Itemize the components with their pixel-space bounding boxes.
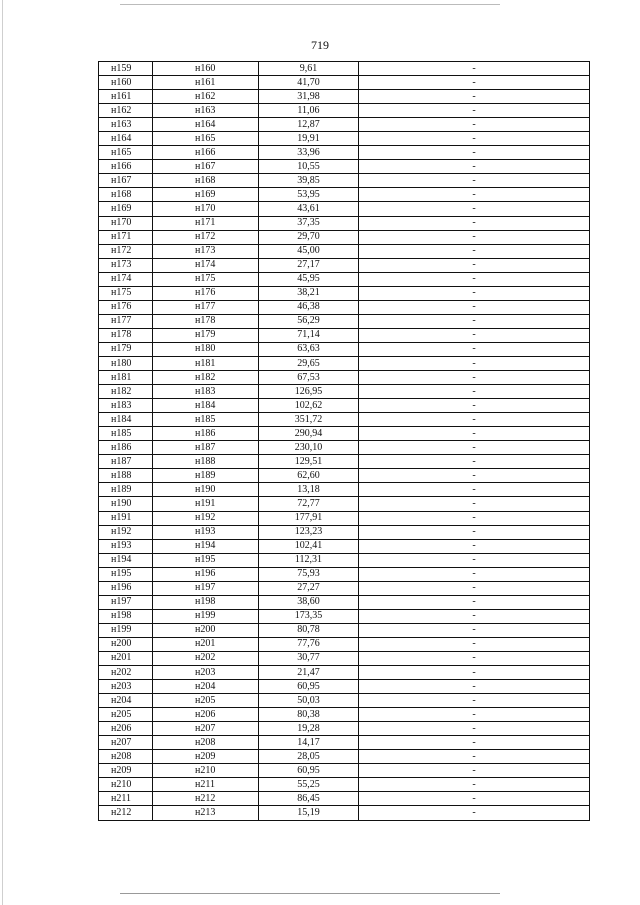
distance-cell: 28,05 — [259, 750, 359, 764]
note-cell: - — [359, 806, 590, 820]
note-cell: - — [359, 328, 590, 342]
distance-cell: 53,95 — [259, 188, 359, 202]
point-to-cell: н189 — [153, 469, 259, 483]
point-from-cell: н197 — [99, 595, 153, 609]
point-to-cell: н164 — [153, 118, 259, 132]
table-row — [99, 230, 590, 244]
note-cell: - — [359, 314, 590, 328]
distance-cell: 10,55 — [259, 160, 359, 174]
point-to-cell: н185 — [153, 413, 259, 427]
table-row — [99, 356, 590, 370]
point-to-cell: н169 — [153, 188, 259, 202]
point-from-cell: н199 — [99, 623, 153, 637]
point-from-cell: н198 — [99, 609, 153, 623]
distance-cell: 46,38 — [259, 300, 359, 314]
point-to-cell: н166 — [153, 146, 259, 160]
distance-cell: 123,23 — [259, 525, 359, 539]
point-from-cell: н160 — [99, 76, 153, 90]
point-from-cell: н178 — [99, 328, 153, 342]
table-row — [99, 76, 590, 90]
table-row — [99, 806, 590, 820]
table-row — [99, 118, 590, 132]
point-to-cell: н172 — [153, 230, 259, 244]
point-to-cell: н196 — [153, 567, 259, 581]
point-from-cell: н190 — [99, 497, 153, 511]
point-from-cell: н204 — [99, 694, 153, 708]
table-row — [99, 792, 590, 806]
distance-cell: 60,95 — [259, 680, 359, 694]
table-row — [99, 567, 590, 581]
point-to-cell: н201 — [153, 637, 259, 651]
point-from-cell: н202 — [99, 666, 153, 680]
point-from-cell: н180 — [99, 356, 153, 370]
point-from-cell: н191 — [99, 511, 153, 525]
table-row — [99, 722, 590, 736]
note-cell: - — [359, 567, 590, 581]
note-cell: - — [359, 258, 590, 272]
distance-cell: 39,85 — [259, 174, 359, 188]
point-to-cell: н181 — [153, 356, 259, 370]
distance-cell: 13,18 — [259, 483, 359, 497]
table-row — [99, 483, 590, 497]
note-cell: - — [359, 764, 590, 778]
point-to-cell: н167 — [153, 160, 259, 174]
table-row — [99, 511, 590, 525]
distance-cell: 30,77 — [259, 651, 359, 665]
distance-cell: 55,25 — [259, 778, 359, 792]
table-row — [99, 553, 590, 567]
note-cell: - — [359, 441, 590, 455]
distance-cell: 126,95 — [259, 385, 359, 399]
distance-cell: 41,70 — [259, 76, 359, 90]
point-from-cell: н179 — [99, 342, 153, 356]
table-row — [99, 764, 590, 778]
distance-cell: 9,61 — [259, 62, 359, 76]
point-from-cell: н194 — [99, 553, 153, 567]
point-from-cell: н164 — [99, 132, 153, 146]
note-cell: - — [359, 637, 590, 651]
point-to-cell: н183 — [153, 385, 259, 399]
point-to-cell: н207 — [153, 722, 259, 736]
point-to-cell: н209 — [153, 750, 259, 764]
distance-cell: 56,29 — [259, 314, 359, 328]
scan-edge-bottom — [120, 893, 500, 894]
table-row — [99, 385, 590, 399]
point-to-cell: н204 — [153, 680, 259, 694]
note-cell: - — [359, 356, 590, 370]
distance-cell: 12,87 — [259, 118, 359, 132]
table-row — [99, 595, 590, 609]
point-from-cell: н181 — [99, 371, 153, 385]
note-cell: - — [359, 651, 590, 665]
point-to-cell: н174 — [153, 258, 259, 272]
point-to-cell: н206 — [153, 708, 259, 722]
table-row — [99, 651, 590, 665]
table-row — [99, 244, 590, 258]
table-row — [99, 300, 590, 314]
point-from-cell: н170 — [99, 216, 153, 230]
table-row — [99, 455, 590, 469]
table-row — [99, 623, 590, 637]
table-row — [99, 188, 590, 202]
point-to-cell: н203 — [153, 666, 259, 680]
point-from-cell: н163 — [99, 118, 153, 132]
table-row — [99, 637, 590, 651]
note-cell: - — [359, 553, 590, 567]
point-from-cell: н168 — [99, 188, 153, 202]
point-from-cell: н182 — [99, 385, 153, 399]
point-to-cell: н199 — [153, 609, 259, 623]
table-row — [99, 778, 590, 792]
note-cell: - — [359, 581, 590, 595]
distance-cell: 129,51 — [259, 455, 359, 469]
point-to-cell: н182 — [153, 371, 259, 385]
point-from-cell: н188 — [99, 469, 153, 483]
note-cell: - — [359, 694, 590, 708]
note-cell: - — [359, 104, 590, 118]
note-cell: - — [359, 595, 590, 609]
distance-cell: 19,28 — [259, 722, 359, 736]
point-from-cell: н166 — [99, 160, 153, 174]
point-from-cell: н203 — [99, 680, 153, 694]
table-row — [99, 497, 590, 511]
note-cell: - — [359, 230, 590, 244]
point-to-cell: н184 — [153, 399, 259, 413]
point-from-cell: н159 — [99, 62, 153, 76]
distance-cell: 38,21 — [259, 286, 359, 300]
page-number: 719 — [311, 38, 329, 52]
note-cell: - — [359, 792, 590, 806]
point-from-cell: н200 — [99, 637, 153, 651]
table-row — [99, 441, 590, 455]
point-from-cell: н177 — [99, 314, 153, 328]
point-to-cell: н173 — [153, 244, 259, 258]
note-cell: - — [359, 385, 590, 399]
note-cell: - — [359, 525, 590, 539]
distance-cell: 45,00 — [259, 244, 359, 258]
note-cell: - — [359, 427, 590, 441]
table-row — [99, 399, 590, 413]
note-cell: - — [359, 413, 590, 427]
point-to-cell: н213 — [153, 806, 259, 820]
note-cell: - — [359, 736, 590, 750]
distance-cell: 21,47 — [259, 666, 359, 680]
note-cell: - — [359, 371, 590, 385]
note-cell: - — [359, 160, 590, 174]
point-from-cell: н184 — [99, 413, 153, 427]
table-row — [99, 216, 590, 230]
note-cell: - — [359, 216, 590, 230]
point-to-cell: н165 — [153, 132, 259, 146]
distance-cell: 230,10 — [259, 441, 359, 455]
distance-cell: 62,60 — [259, 469, 359, 483]
table-row — [99, 202, 590, 216]
note-cell: - — [359, 539, 590, 553]
note-cell: - — [359, 399, 590, 413]
point-to-cell: н194 — [153, 539, 259, 553]
point-to-cell: н179 — [153, 328, 259, 342]
point-from-cell: н172 — [99, 244, 153, 258]
note-cell: - — [359, 76, 590, 90]
point-to-cell: н168 — [153, 174, 259, 188]
distance-cell: 290,94 — [259, 427, 359, 441]
point-from-cell: н186 — [99, 441, 153, 455]
distance-cell: 63,63 — [259, 342, 359, 356]
point-from-cell: н183 — [99, 399, 153, 413]
point-from-cell: н206 — [99, 722, 153, 736]
note-cell: - — [359, 497, 590, 511]
point-to-cell: н198 — [153, 595, 259, 609]
point-from-cell: н212 — [99, 806, 153, 820]
point-from-cell: н167 — [99, 174, 153, 188]
point-from-cell: н192 — [99, 525, 153, 539]
table-row — [99, 750, 590, 764]
distance-cell: 27,17 — [259, 258, 359, 272]
table-row — [99, 160, 590, 174]
point-to-cell: н208 — [153, 736, 259, 750]
note-cell: - — [359, 146, 590, 160]
table-row — [99, 90, 590, 104]
distance-cell: 102,62 — [259, 399, 359, 413]
point-from-cell: н207 — [99, 736, 153, 750]
table-row — [99, 694, 590, 708]
point-to-cell: н176 — [153, 286, 259, 300]
note-cell: - — [359, 188, 590, 202]
table-row — [99, 371, 590, 385]
note-cell: - — [359, 300, 590, 314]
point-to-cell: н202 — [153, 651, 259, 665]
point-to-cell: н162 — [153, 90, 259, 104]
table-row — [99, 174, 590, 188]
distance-cell: 37,35 — [259, 216, 359, 230]
distance-cell: 43,61 — [259, 202, 359, 216]
point-from-cell: н161 — [99, 90, 153, 104]
note-cell: - — [359, 286, 590, 300]
note-cell: - — [359, 455, 590, 469]
table-row — [99, 736, 590, 750]
point-to-cell: н188 — [153, 455, 259, 469]
note-cell: - — [359, 623, 590, 637]
table-row — [99, 146, 590, 160]
point-from-cell: н169 — [99, 202, 153, 216]
table-row — [99, 666, 590, 680]
point-to-cell: н190 — [153, 483, 259, 497]
distance-cell: 14,17 — [259, 736, 359, 750]
point-from-cell: н205 — [99, 708, 153, 722]
point-to-cell: н180 — [153, 342, 259, 356]
distance-cell: 77,76 — [259, 637, 359, 651]
point-to-cell: н171 — [153, 216, 259, 230]
point-from-cell: н173 — [99, 258, 153, 272]
distance-cell: 38,60 — [259, 595, 359, 609]
table-row — [99, 427, 590, 441]
point-to-cell: н191 — [153, 497, 259, 511]
note-cell: - — [359, 118, 590, 132]
point-from-cell: н193 — [99, 539, 153, 553]
point-from-cell: н209 — [99, 764, 153, 778]
distance-cell: 15,19 — [259, 806, 359, 820]
point-from-cell: н175 — [99, 286, 153, 300]
note-cell: - — [359, 90, 590, 104]
note-cell: - — [359, 708, 590, 722]
distance-cell: 72,77 — [259, 497, 359, 511]
table-row — [99, 104, 590, 118]
table-row — [99, 680, 590, 694]
distance-cell: 351,72 — [259, 413, 359, 427]
note-cell: - — [359, 244, 590, 258]
point-from-cell: н174 — [99, 272, 153, 286]
distance-cell: 33,96 — [259, 146, 359, 160]
point-to-cell: н170 — [153, 202, 259, 216]
distance-cell: 11,06 — [259, 104, 359, 118]
distance-cell: 75,93 — [259, 567, 359, 581]
table-row — [99, 132, 590, 146]
distance-cell: 50,03 — [259, 694, 359, 708]
point-from-cell: н187 — [99, 455, 153, 469]
point-to-cell: н186 — [153, 427, 259, 441]
point-to-cell: н195 — [153, 553, 259, 567]
point-to-cell: н177 — [153, 300, 259, 314]
point-from-cell: н208 — [99, 750, 153, 764]
point-from-cell: н210 — [99, 778, 153, 792]
distance-cell: 45,95 — [259, 272, 359, 286]
distance-cell: 29,70 — [259, 230, 359, 244]
point-to-cell: н197 — [153, 581, 259, 595]
point-to-cell: н192 — [153, 511, 259, 525]
distance-cell: 80,78 — [259, 623, 359, 637]
distance-cell: 173,35 — [259, 609, 359, 623]
note-cell: - — [359, 62, 590, 76]
point-to-cell: н175 — [153, 272, 259, 286]
point-to-cell: н187 — [153, 441, 259, 455]
point-from-cell: н171 — [99, 230, 153, 244]
point-from-cell: н176 — [99, 300, 153, 314]
note-cell: - — [359, 680, 590, 694]
distance-cell: 86,45 — [259, 792, 359, 806]
table-row — [99, 469, 590, 483]
table-body — [99, 62, 590, 821]
note-cell: - — [359, 666, 590, 680]
scan-edge-top — [120, 4, 500, 5]
note-cell: - — [359, 483, 590, 497]
distance-cell: 67,53 — [259, 371, 359, 385]
point-from-cell: н211 — [99, 792, 153, 806]
distance-cell: 112,31 — [259, 553, 359, 567]
table-row — [99, 314, 590, 328]
note-cell: - — [359, 750, 590, 764]
point-to-cell: н160 — [153, 62, 259, 76]
point-from-cell: н196 — [99, 581, 153, 595]
table-row — [99, 525, 590, 539]
note-cell: - — [359, 202, 590, 216]
point-to-cell: н211 — [153, 778, 259, 792]
note-cell: - — [359, 511, 590, 525]
distance-cell: 71,14 — [259, 328, 359, 342]
note-cell: - — [359, 778, 590, 792]
table-row — [99, 328, 590, 342]
point-to-cell: н161 — [153, 76, 259, 90]
distance-cell: 29,65 — [259, 356, 359, 370]
note-cell: - — [359, 272, 590, 286]
table-row — [99, 413, 590, 427]
point-from-cell: н185 — [99, 427, 153, 441]
note-cell: - — [359, 342, 590, 356]
table-row — [99, 708, 590, 722]
point-to-cell: н193 — [153, 525, 259, 539]
distance-cell: 27,27 — [259, 581, 359, 595]
point-from-cell: н162 — [99, 104, 153, 118]
table-row — [99, 286, 590, 300]
distance-cell: 177,91 — [259, 511, 359, 525]
point-to-cell: н178 — [153, 314, 259, 328]
point-from-cell: н195 — [99, 567, 153, 581]
point-to-cell: н205 — [153, 694, 259, 708]
note-cell: - — [359, 174, 590, 188]
point-to-cell: н210 — [153, 764, 259, 778]
table-row — [99, 539, 590, 553]
table-row — [99, 581, 590, 595]
table-row — [99, 62, 590, 76]
note-cell: - — [359, 722, 590, 736]
table-row — [99, 342, 590, 356]
distance-cell: 19,91 — [259, 132, 359, 146]
table-row — [99, 272, 590, 286]
point-from-cell: н189 — [99, 483, 153, 497]
note-cell: - — [359, 469, 590, 483]
distance-cell: 102,41 — [259, 539, 359, 553]
point-to-cell: н163 — [153, 104, 259, 118]
coordinates-table — [98, 61, 590, 821]
point-from-cell: н165 — [99, 146, 153, 160]
distance-cell: 31,98 — [259, 90, 359, 104]
scan-edge-left — [2, 0, 3, 905]
point-to-cell: н200 — [153, 623, 259, 637]
table-row — [99, 609, 590, 623]
note-cell: - — [359, 609, 590, 623]
point-from-cell: н201 — [99, 651, 153, 665]
distance-cell: 60,95 — [259, 764, 359, 778]
note-cell: - — [359, 132, 590, 146]
table-row — [99, 258, 590, 272]
distance-cell: 80,38 — [259, 708, 359, 722]
point-to-cell: н212 — [153, 792, 259, 806]
